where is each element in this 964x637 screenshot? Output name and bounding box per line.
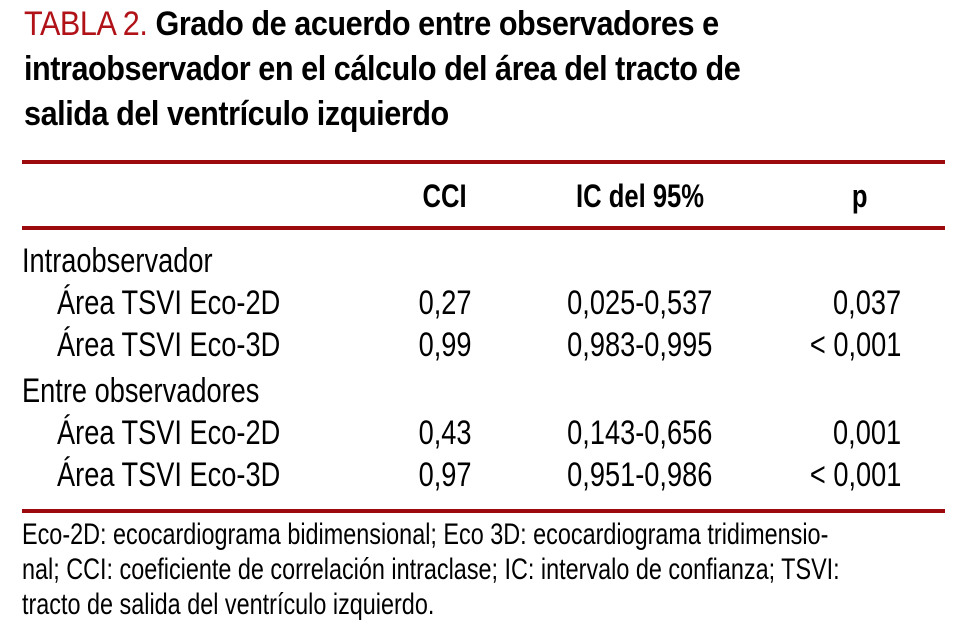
- header-cci: CCI: [422, 177, 468, 214]
- ic95-value: 0,143-0,656: [567, 413, 713, 452]
- title-text-3: salida del ventrículo izquierdo: [24, 95, 449, 133]
- row-label: Área TSVI Eco-2D: [57, 283, 281, 322]
- p-value: < 0,001: [809, 325, 901, 364]
- table-title: [24, 2, 820, 137]
- table-number-label: TABLA 2.: [24, 5, 148, 43]
- footnote-line-3: tracto de salida del ventrículo izquierdo.: [22, 588, 435, 621]
- ic95-value: [548, 242, 732, 281]
- ic95-value: [548, 372, 732, 411]
- row-label: Área TSVI Eco-3D: [57, 455, 281, 494]
- footnote-line-2: nal; CCI: coeficiente de correlación intraclase; IC: intervalo de confianza; TSVI:: [22, 553, 840, 586]
- cci-value: 0,43: [418, 413, 472, 452]
- row-label: Área TSVI Eco-3D: [57, 325, 281, 364]
- cci-value: 0,27: [418, 283, 472, 322]
- title-line-1: [24, 2, 820, 47]
- title-line-2: [24, 47, 820, 92]
- title-line-3: [24, 92, 820, 137]
- p-value: [732, 372, 945, 411]
- table-body: [22, 240, 945, 496]
- table-row-group-entre-observadores: [22, 370, 945, 412]
- table-footnote: [22, 517, 964, 622]
- header-p: p: [852, 177, 868, 214]
- ic95-value: 0,025-0,537: [567, 283, 713, 322]
- top-rule-divider: [22, 160, 945, 164]
- table-row-group-intraobservador: [22, 240, 945, 282]
- header-rule-divider: [22, 226, 945, 230]
- bottom-rule-divider: [22, 509, 945, 513]
- table-row-intra-eco2d: [22, 282, 945, 324]
- title-text-2: intraobservador en el cálculo del área del tracto de: [24, 50, 741, 88]
- footnote-line-1: Eco-2D: ecocardiograma bidimensional; Eco 3D: ecocardiograma tridimensio-: [22, 518, 829, 551]
- table-row-entre-eco2d: [22, 412, 945, 454]
- p-value: [732, 242, 945, 281]
- cci-value: [342, 242, 548, 281]
- table-row-entre-eco3d: [22, 454, 945, 496]
- table-row-intra-eco3d: [22, 324, 945, 366]
- p-value: 0,037: [832, 283, 901, 322]
- p-value: < 0,001: [809, 455, 901, 494]
- header-ic95: IC del 95%: [575, 177, 705, 214]
- p-value: 0,001: [832, 413, 901, 452]
- ic95-value: 0,951-0,986: [567, 455, 713, 494]
- row-label: Entre observadores: [22, 371, 260, 410]
- title-text-1: Grado de acuerdo entre observadores e: [155, 5, 719, 43]
- cci-value: 0,97: [418, 455, 472, 494]
- row-label: Área TSVI Eco-2D: [57, 413, 281, 452]
- row-label: Intraobservador: [22, 241, 213, 280]
- table-header-row: [22, 166, 945, 226]
- ic95-value: 0,983-0,995: [567, 325, 713, 364]
- cci-value: [342, 372, 548, 411]
- cci-value: 0,99: [418, 325, 472, 364]
